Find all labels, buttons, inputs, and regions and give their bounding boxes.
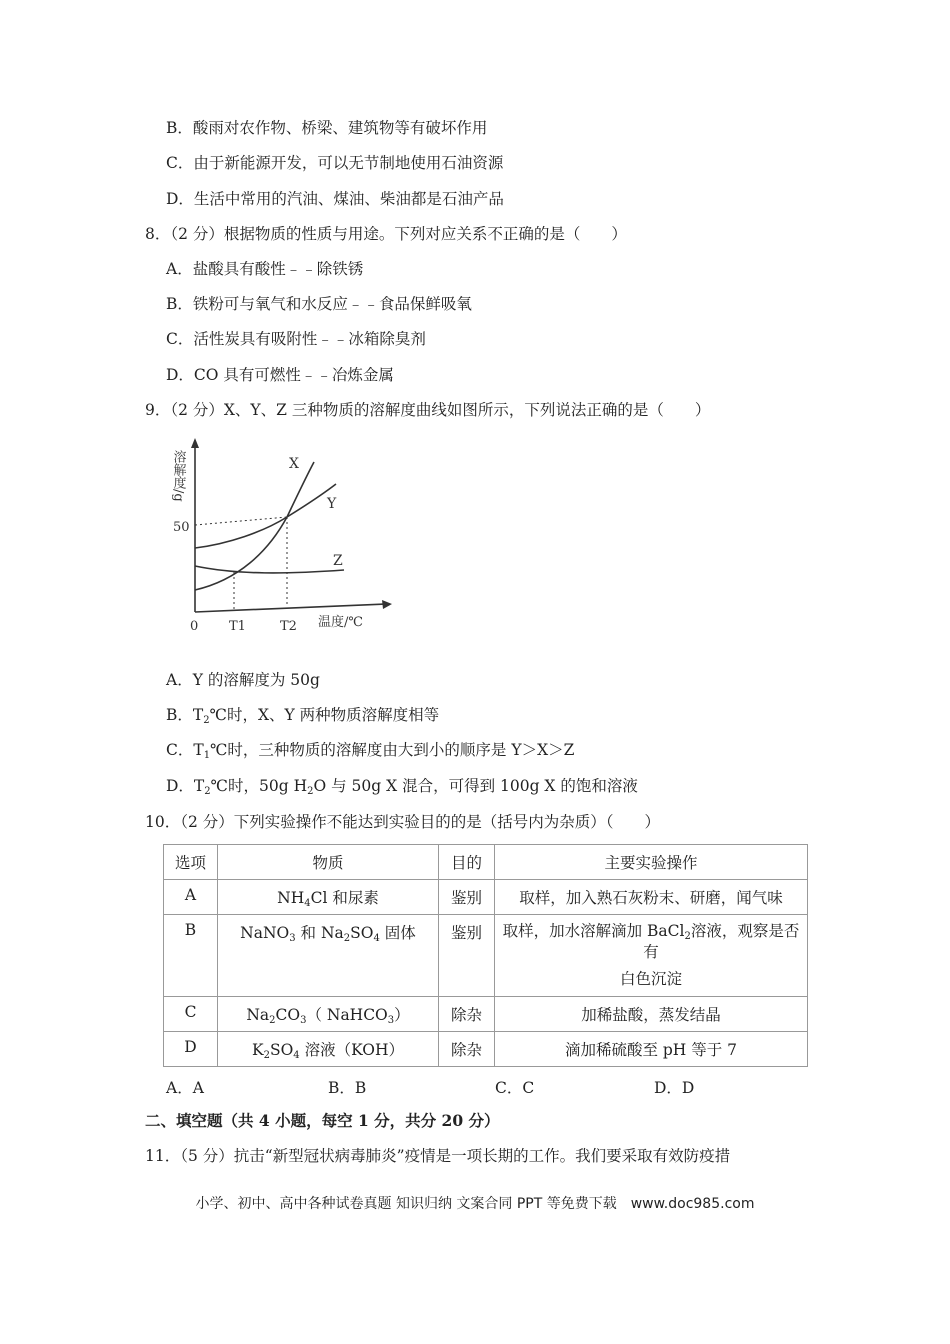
q8-stem: 8．（2 分）根据物质的性质与用途。下列对应关系不正确的是（ ） <box>145 225 627 243</box>
guide-50 <box>195 517 287 525</box>
row-d-operation: 滴加稀硫酸至 pH 等于 7 <box>495 1032 808 1067</box>
row-d-substance: $K_2SO_4$ 溶液（KOH） <box>218 1032 439 1067</box>
row-c-substance: $Na_2CO_3$（ NaHCO$_3$） <box>218 997 439 1032</box>
row-c-option: C <box>164 997 218 1032</box>
curve-y <box>195 484 336 548</box>
q9-option-c: C．$T_1℃$时，三种物质的溶解度由大到小的顺序是 Y＞X＞Z <box>166 741 575 761</box>
q10-answer-b: B．B <box>328 1079 367 1097</box>
q10-answer-a: A．A <box>166 1079 204 1097</box>
section-heading: 二、填空题（共 4 小题，每空 1 分，共分 20 分） <box>145 1111 500 1130</box>
table-row <box>164 997 808 1032</box>
y-tick-50: 50 <box>173 520 190 535</box>
x-axis-arrow <box>382 600 392 609</box>
table-row <box>164 1032 808 1067</box>
curve-x <box>195 462 314 590</box>
header-purpose: 目的 <box>439 845 495 880</box>
row-c-operation: 加稀盐酸，蒸发结晶 <box>495 997 808 1032</box>
q9-option-b: B．$T_2℃$时，X、Y 两种物质溶解度相等 <box>166 706 440 726</box>
series-label-x: X <box>289 456 299 472</box>
x-axis <box>195 604 386 612</box>
q8-option-d: D．CO 具有可燃性﹣﹣冶炼金属 <box>166 366 394 384</box>
q10-answer-d: D．D <box>654 1079 695 1097</box>
x-tick-t2: T2 <box>280 619 297 634</box>
experiment-table <box>163 844 808 1067</box>
q7-option-d: D．生活中常用的汽油、煤油、柴油都是石油产品 <box>166 190 504 208</box>
row-a-purpose: 鉴别 <box>439 880 495 915</box>
row-d-purpose: 除杂 <box>439 1032 495 1067</box>
row-b-purpose: 鉴别 <box>439 915 495 997</box>
x-tick-t1: T1 <box>229 619 246 634</box>
table-header-row <box>164 845 808 880</box>
q9-option-d: D．$T_2℃$时，50g $H_2O$ 与 50g X 混合，可得到 100g X 的饱和溶液 <box>166 777 638 797</box>
q8-option-b: B．铁粉可与氧气和水反应﹣﹣食品保鲜吸氧 <box>166 295 472 313</box>
x-tick-0: 0 <box>190 619 199 634</box>
header-option: 选项 <box>164 845 218 880</box>
row-b-substance: NaNO$_3$ 和 $Na_2SO_4$ 固体 <box>218 915 439 997</box>
row-b-option: B <box>164 915 218 997</box>
solubility-chart <box>168 432 408 637</box>
q10-answer-c: C．C <box>495 1079 535 1097</box>
q9-stem: 9．（2 分）X、Y、Z 三种物质的溶解度曲线如图所示，下列说法正确的是（ ） <box>145 401 711 419</box>
q10-stem: 10．（2 分）下列实验操作不能达到实验目的的是（括号内为杂质）（ ） <box>145 813 661 831</box>
row-a-option: A <box>164 880 218 915</box>
table-row <box>164 880 808 915</box>
q8-option-c: C．活性炭具有吸附性﹣﹣冰箱除臭剂 <box>166 330 426 348</box>
y-axis-arrow <box>191 438 199 448</box>
series-label-z: Z <box>333 553 343 569</box>
series-label-y: Y <box>327 496 337 512</box>
row-c-purpose: 除杂 <box>439 997 495 1032</box>
header-substance: 物质 <box>218 845 439 880</box>
row-a-operation: 取样，加入熟石灰粉末、研磨，闻气味 <box>495 880 808 915</box>
header-operation: 主要实验操作 <box>495 845 808 880</box>
q7-option-b: B．酸雨对农作物、桥梁、建筑物等有破坏作用 <box>166 119 488 137</box>
q11-stem: 11．（5 分）抗击“新型冠状病毒肺炎”疫情是一项长期的工作。我们要采取有效防疫措 <box>145 1147 731 1165</box>
q8-option-a: A．盐酸具有酸性﹣﹣除铁锈 <box>166 260 364 278</box>
curve-z <box>195 566 344 573</box>
chart-xlabel: 温度/℃ <box>318 615 363 630</box>
row-a-substance: $NH_4Cl$ 和尿素 <box>218 880 439 915</box>
chart-ylabel: 溶解度/g <box>170 450 186 502</box>
row-d-option: D <box>164 1032 218 1067</box>
q7-option-c: C．由于新能源开发，可以无节制地使用石油资源 <box>166 154 504 172</box>
q9-option-a: A．Y 的溶解度为 50g <box>166 671 320 689</box>
row-b-operation: 取样，加水溶解滴加 BaCl$_2$溶液，观察是否有 白色沉淀 <box>495 915 808 997</box>
table-row <box>164 915 808 997</box>
page-footer: 小学、初中、高中各种试卷真题 知识归纳 文案合同 PPT 等免费下载 www.doc985.com <box>195 1196 755 1212</box>
